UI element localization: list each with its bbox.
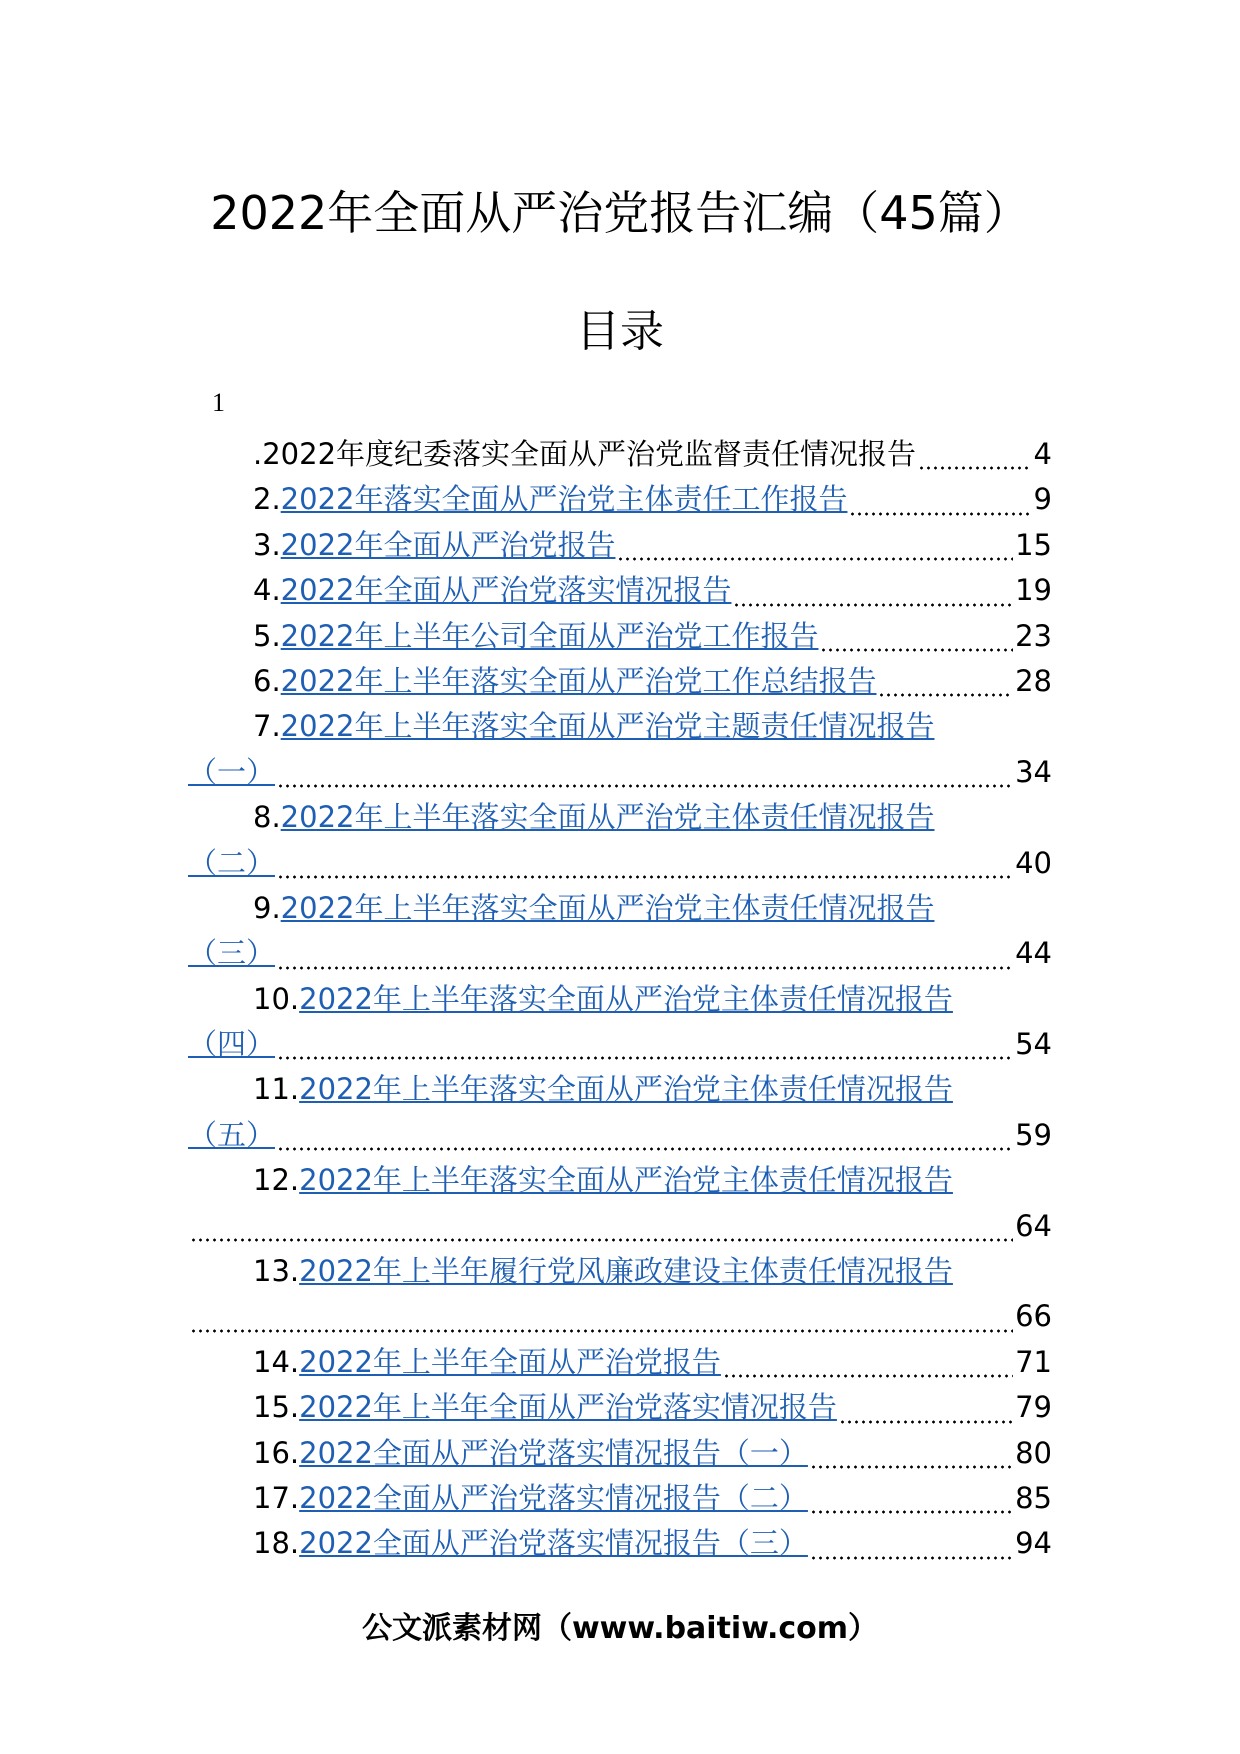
toc-entry[interactable] — [188, 1340, 1052, 1385]
toc-page-number: 59 — [1015, 1117, 1052, 1152]
toc-entry[interactable] — [188, 886, 1052, 931]
toc-entry-suffix[interactable]: （四） — [188, 1027, 276, 1062]
toc-page-number: 40 — [1015, 845, 1052, 880]
toc-entry-suffix[interactable]: （五） — [188, 1117, 276, 1152]
toc-entry[interactable] — [188, 614, 1052, 659]
toc-entry[interactable] — [188, 477, 1052, 522]
toc-entry-continuation[interactable] — [188, 931, 1052, 976]
toc-page-number: 85 — [1015, 1480, 1052, 1515]
toc-entry-continuation[interactable] — [188, 750, 1052, 795]
toc-entry-number: 2. — [253, 482, 281, 517]
toc-entry-link[interactable]: 2022年上半年落实全面从严治党主体责任情况报告 — [299, 1163, 953, 1198]
toc-entry-link[interactable]: 2022全面从严治党落实情况报告（二） — [299, 1480, 808, 1515]
toc-entry-number: 17. — [253, 1480, 300, 1515]
toc-entry-link[interactable]: 2022年上半年落实全面从严治党主体责任情况报告 — [299, 981, 953, 1016]
toc-entry-link[interactable]: 2022全面从严治党落实情况报告（三） — [299, 1526, 808, 1561]
toc-entry[interactable] — [188, 1385, 1052, 1430]
toc-page-number: 9 — [1033, 482, 1052, 517]
toc-dot-leader — [617, 557, 1013, 561]
toc-dot-leader — [918, 466, 1032, 470]
toc-entry-suffix[interactable]: （二） — [188, 845, 276, 880]
toc-entry-link[interactable]: 2022年全面从严治党报告 — [280, 527, 616, 562]
toc-dot-leader — [878, 693, 1013, 697]
toc-page-number: 94 — [1015, 1526, 1052, 1561]
toc-entry-number: 7. — [253, 709, 281, 744]
toc-entry-suffix[interactable]: （一） — [188, 754, 276, 789]
toc-entry-link[interactable]: 2022全面从严治党落实情况报告（一） — [299, 1435, 808, 1470]
toc-entry-link[interactable]: 2022年上半年落实全面从严治党主体责任情况报告 — [280, 890, 935, 925]
toc-entry-continuation[interactable] — [188, 1022, 1052, 1067]
toc-dot-leader — [810, 1465, 1013, 1469]
toc-entry-number: 13. — [253, 1254, 300, 1289]
toc-page-number: 79 — [1015, 1390, 1052, 1425]
toc-dot-leader — [190, 1329, 1013, 1333]
toc-dot-leader — [277, 875, 1013, 879]
toc-page-number: 34 — [1015, 754, 1052, 789]
toc-entry[interactable] — [188, 1249, 1052, 1294]
toc-dot-leader — [277, 966, 1013, 970]
toc-entry-number: 5. — [253, 618, 281, 653]
toc-entry[interactable] — [188, 1521, 1052, 1566]
toc-heading: 目录 — [576, 306, 664, 357]
toc-page-number: 28 — [1015, 663, 1052, 698]
toc-entry-continuation[interactable] — [188, 841, 1052, 886]
toc-entry-number: 4. — [253, 573, 281, 608]
toc-page-number: 4 — [1033, 437, 1052, 471]
toc-entry-link[interactable]: 2022年上半年公司全面从严治党工作报告 — [280, 618, 819, 653]
toc-page-number: 54 — [1015, 1027, 1052, 1062]
toc-entry-link[interactable]: 2022年上半年全面从严治党报告 — [299, 1344, 721, 1379]
toc-entry[interactable] — [188, 1431, 1052, 1476]
toc-entry-continuation[interactable] — [188, 1113, 1052, 1158]
toc-entry-link[interactable]: 2022年上半年落实全面从严治党主体责任情况报告 — [299, 1072, 953, 1107]
toc-entry[interactable] — [188, 977, 1052, 1022]
toc-entry[interactable] — [188, 795, 1052, 840]
toc-dot-leader — [810, 1510, 1013, 1514]
toc-entry[interactable] — [188, 568, 1052, 613]
toc-entry-number: 12. — [253, 1163, 300, 1198]
footer-source: 公文派素材网（www.baitiw.com） — [361, 1611, 879, 1646]
toc-entry-suffix[interactable]: （三） — [188, 936, 276, 971]
toc-entry[interactable] — [188, 1158, 1052, 1203]
toc-entry-number: 16. — [253, 1435, 300, 1470]
toc-page-number: 64 — [1015, 1208, 1052, 1243]
toc-entry-number: 14. — [253, 1344, 300, 1379]
toc-dot-leader — [849, 512, 1031, 516]
toc-entry-number: 18. — [253, 1526, 300, 1561]
toc-page-number: 44 — [1015, 936, 1052, 971]
toc-page-number: 66 — [1015, 1299, 1052, 1334]
toc-page-number: 15 — [1015, 527, 1052, 562]
toc-entry-continuation[interactable] — [188, 1204, 1052, 1249]
toc-dot-leader — [810, 1556, 1013, 1560]
toc-entry-link[interactable]: 2022年上半年全面从严治党落实情况报告 — [299, 1390, 837, 1425]
toc-entry-link[interactable]: 2022年上半年履行党风廉政建设主体责任情况报告 — [299, 1254, 953, 1289]
toc-entry-link[interactable]: 2022年落实全面从严治党主体责任工作报告 — [280, 482, 848, 517]
toc-entry[interactable] — [188, 704, 1052, 749]
toc-dot-leader — [277, 1147, 1013, 1151]
toc-dot-leader — [839, 1420, 1013, 1424]
toc-entry-link[interactable]: 2022年全面从严治党落实情况报告 — [280, 573, 732, 608]
toc-dot-leader — [277, 1056, 1013, 1060]
page-marker: 1 — [212, 388, 225, 417]
toc-entry-number: 3. — [253, 527, 281, 562]
toc-entry-number: 9. — [253, 890, 281, 925]
toc-dot-leader — [820, 648, 1013, 652]
toc-entry-link[interactable]: 2022年上半年落实全面从严治党主体责任情况报告 — [280, 800, 935, 835]
toc-dot-leader — [277, 784, 1013, 788]
toc-entry-link[interactable]: 2022年上半年落实全面从严治党主题责任情况报告 — [280, 709, 935, 744]
toc-dot-leader — [723, 1374, 1013, 1378]
toc-entry[interactable] — [188, 1067, 1052, 1112]
toc-entry-number: 10. — [253, 981, 300, 1016]
toc-page-number: 19 — [1015, 573, 1052, 608]
toc-page-number: 80 — [1015, 1435, 1052, 1470]
toc-entry — [188, 432, 1052, 477]
toc-entry-number: 8. — [253, 800, 281, 835]
toc-page-number: 71 — [1015, 1344, 1052, 1379]
toc-entry-number: 11. — [253, 1072, 300, 1107]
toc-entry-link: .2022年度纪委落实全面从严治党监督责任情况报告 — [253, 437, 917, 471]
toc-page-number: 23 — [1015, 618, 1052, 653]
toc-entry[interactable] — [188, 1476, 1052, 1521]
toc-entry-number: 6. — [253, 663, 281, 698]
toc-dot-leader — [190, 1238, 1013, 1242]
table-of-contents — [188, 432, 1052, 1567]
toc-dot-leader — [733, 603, 1013, 607]
toc-entry-number: 15. — [253, 1390, 300, 1425]
toc-entry[interactable] — [188, 659, 1052, 704]
toc-entry-continuation[interactable] — [188, 1294, 1052, 1339]
document-title: 2022年全面从严治党报告汇编（45篇） — [210, 186, 1030, 240]
toc-entry-link[interactable]: 2022年上半年落实全面从严治党工作总结报告 — [280, 663, 877, 698]
toc-entry[interactable] — [188, 523, 1052, 568]
